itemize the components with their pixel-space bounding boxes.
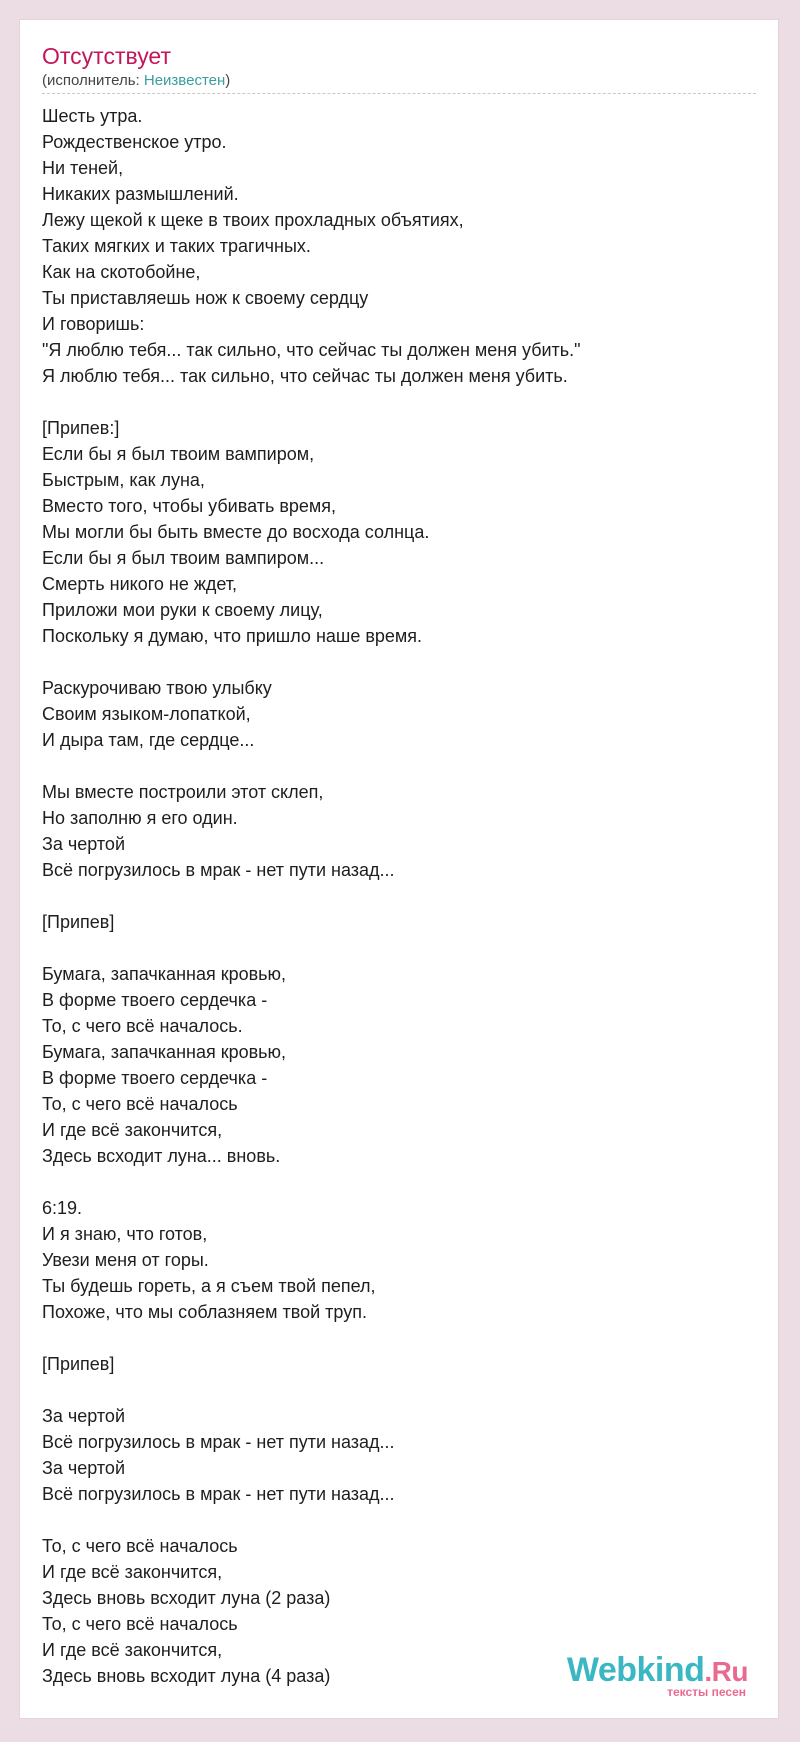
artist-line — [42, 71, 756, 91]
song-title: Отсутствует — [42, 43, 171, 69]
lyric-line — [42, 389, 756, 415]
lyric-line: Ни теней, — [42, 158, 124, 178]
lyric-line: Поскольку я думаю, что пришло наше время. — [42, 626, 423, 646]
lyric-line: Здесь вновь всходит луна (4 раза) — [42, 1666, 331, 1686]
lyric-line: За чертой — [42, 834, 125, 854]
lyric-line: Смерть никого не ждет, — [42, 574, 238, 594]
lyric-line: Здесь вновь всходит луна (2 раза) — [42, 1588, 331, 1608]
lyric-line: Здесь всходит луна... вновь. — [42, 1146, 281, 1166]
lyric-line: Своим языком-лопаткой, — [42, 704, 251, 724]
lyric-line: То, с чего всё началось — [42, 1614, 238, 1634]
lyrics-text — [42, 103, 756, 1689]
lyric-line: Раскурочиваю твою улыбку — [42, 678, 272, 698]
lyric-line: Мы могли бы быть вместе до восхода солнца. — [42, 522, 430, 542]
lyric-line: Никаких размышлений. — [42, 184, 239, 204]
lyric-line: [Припев:] — [42, 418, 120, 438]
lyric-line: Мы вместе построили этот склеп, — [42, 782, 324, 802]
lyric-line: И дыра там, где сердце... — [42, 730, 255, 750]
lyric-line: То, с чего всё началось — [42, 1094, 238, 1114]
lyric-line: Всё погрузилось в мрак - нет пути назад... — [42, 1484, 395, 1504]
lyric-line: Если бы я был твоим вампиром, — [42, 444, 315, 464]
lyric-line: В форме твоего сердечка - — [42, 1068, 268, 1088]
lyric-line: То, с чего всё началось — [42, 1536, 238, 1556]
lyric-line: Как на скотобойне, — [42, 262, 201, 282]
lyric-line: [Припев] — [42, 1354, 115, 1374]
lyric-line: Я люблю тебя... так сильно, что сейчас ты должен меня убить. — [42, 366, 568, 386]
lyric-line: И где всё закончится, — [42, 1120, 223, 1140]
logo-main-text: Webkind — [566, 1651, 705, 1689]
song-header — [42, 42, 756, 91]
lyric-line: И я знаю, что готов, — [42, 1224, 208, 1244]
artist-prefix: (исполнитель: — [42, 72, 144, 89]
logo-tagline: тексты песен — [667, 1685, 746, 1699]
lyric-line: Ты приставляешь нож к своему сердцу — [42, 288, 369, 308]
lyric-line: Если бы я был твоим вампиром... — [42, 548, 325, 568]
lyric-line — [42, 1507, 756, 1533]
lyric-line: И говоришь: — [42, 314, 145, 334]
lyric-line — [42, 649, 756, 675]
lyric-line: Похоже, что мы соблазняем твой труп. — [42, 1302, 367, 1322]
lyric-line: Ты будешь гореть, а я съем твой пепел, — [42, 1276, 376, 1296]
lyric-line: Всё погрузилось в мрак - нет пути назад... — [42, 860, 395, 880]
lyric-line: Всё погрузилось в мрак - нет пути назад... — [42, 1432, 395, 1452]
lyric-line: Шесть утра. — [42, 106, 143, 126]
lyric-line: Рождественское утро. — [42, 132, 227, 152]
lyric-line: Но заполню я его один. — [42, 808, 238, 828]
lyric-line: Бумага, запачканная кровью, — [42, 1042, 287, 1062]
lyric-line: И где всё закончится, — [42, 1562, 223, 1582]
logo-suffix-text: .Ru — [704, 1656, 748, 1687]
lyric-line — [42, 935, 756, 961]
lyric-line: Таких мягких и таких трагичных. — [42, 236, 311, 256]
lyric-line — [42, 1377, 756, 1403]
lyric-line: Вместо того, чтобы убивать время, — [42, 496, 337, 516]
lyric-line — [42, 883, 756, 909]
webkind-logo[interactable] — [567, 1652, 748, 1698]
lyric-line: Быстрым, как луна, — [42, 470, 205, 490]
header-divider — [42, 93, 756, 94]
lyric-line: И где всё закончится, — [42, 1640, 223, 1660]
lyric-line: Увези меня от горы. — [42, 1250, 209, 1270]
lyric-line: Бумага, запачканная кровью, — [42, 964, 287, 984]
artist-link[interactable]: Неизвестен — [143, 72, 226, 89]
lyric-line: Лежу щекой к щеке в твоих прохладных объятиях, — [42, 210, 464, 230]
lyrics-card — [19, 19, 779, 1719]
lyric-line: То, с чего всё началось. — [42, 1016, 243, 1036]
lyric-line: [Припев] — [42, 912, 115, 932]
lyric-line — [42, 753, 756, 779]
artist-suffix: ) — [225, 72, 231, 89]
lyric-line: За чертой — [42, 1458, 125, 1478]
lyric-line: "Я люблю тебя... так сильно, что сейчас ты должен меня убить." — [42, 340, 581, 360]
lyric-line — [42, 1325, 756, 1351]
lyric-line: Приложи мои руки к своему лицу, — [42, 600, 323, 620]
lyric-line — [42, 1169, 756, 1195]
lyric-line: 6:19. — [42, 1198, 83, 1218]
lyric-line: За чертой — [42, 1406, 125, 1426]
lyric-line: В форме твоего сердечка - — [42, 990, 268, 1010]
